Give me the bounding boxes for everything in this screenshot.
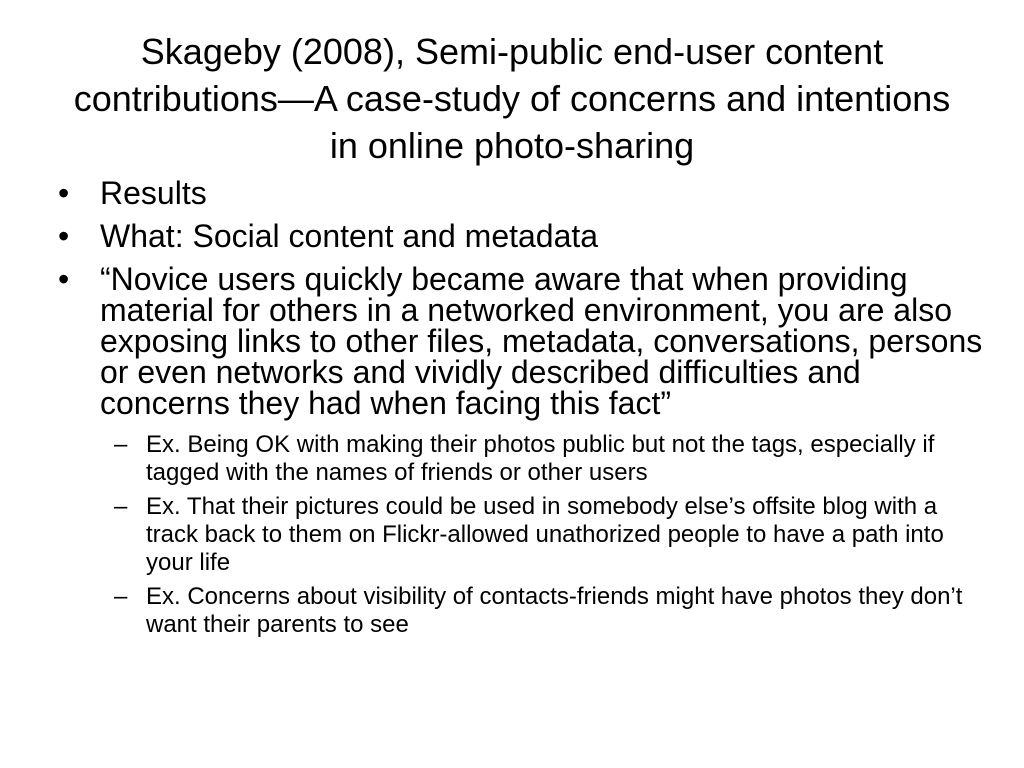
bullet-icon: • <box>58 261 70 297</box>
bullet-icon: • <box>58 175 70 211</box>
sub-bullet-offsite-blog <box>54 493 984 577</box>
sub-bullet-text: Ex. Concerns about visibility of contacts-friends might have photos they don’t want their parents to see <box>146 583 963 638</box>
bullet-quote <box>54 261 984 421</box>
slide-title: Skageby (2008), Semi-public end-user content contributions—A case-study of concerns and intentions in online photo-sharing <box>73 31 951 166</box>
dash-icon: – <box>114 583 128 610</box>
bullet-results <box>54 175 984 211</box>
bullet-text: What: Social content and metadata <box>100 218 599 254</box>
bullet-icon: • <box>58 218 70 254</box>
sub-bullet-list <box>54 431 984 639</box>
bullet-text: “Novice users quickly became aware that when providing material for others in a networked environment, you are also exposing links to other files, metadata, conversations, persons or even networks and vividly described difficulties and concerns they had when facing this fact” <box>100 261 983 421</box>
sub-bullet-text: Ex. That their pictures could be used in somebody else’s offsite blog with a track back to them on Flickr-allowed unathorized people to have a path into your life <box>146 493 944 576</box>
bullet-text: Results <box>100 175 207 211</box>
slide-body <box>54 175 984 645</box>
dash-icon: – <box>114 431 128 458</box>
dash-icon: – <box>114 493 128 520</box>
sub-bullet-text: Ex. Being OK with making their photos public but not the tags, especially if tagged with the names of friends or other users <box>146 431 935 486</box>
bullet-what <box>54 218 984 254</box>
sub-bullet-contacts <box>54 583 984 639</box>
sub-bullet-tags <box>54 431 984 487</box>
